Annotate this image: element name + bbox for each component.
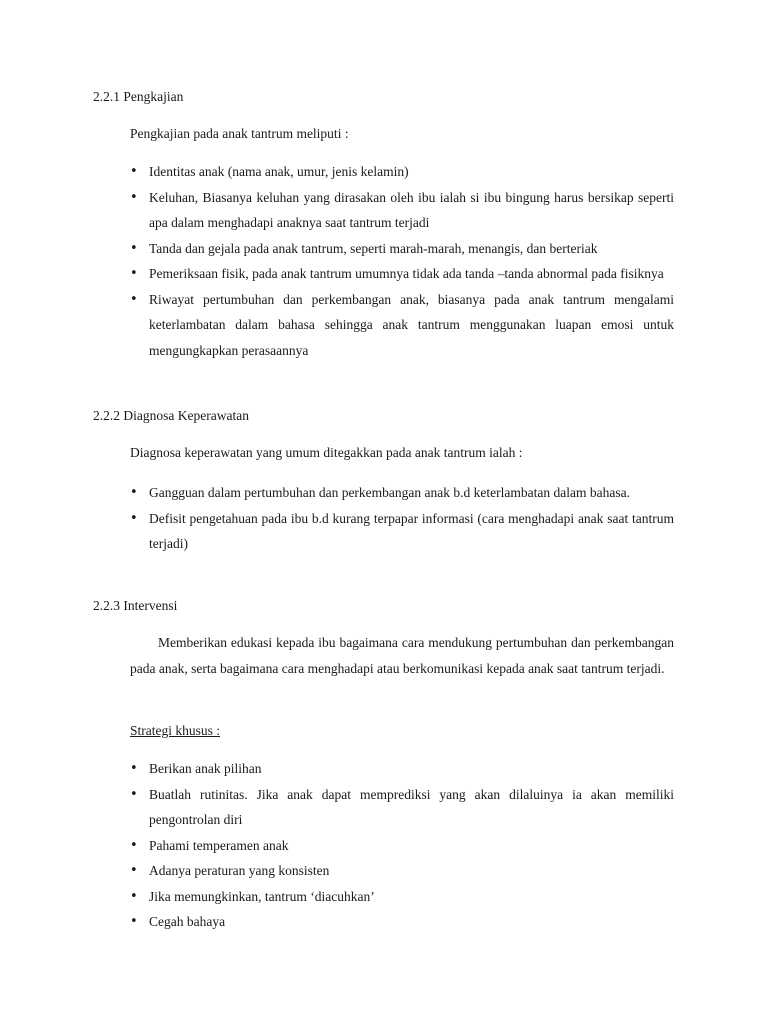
list-item: • Buatlah rutinitas. Jika anak dapat memprediksi yang akan dilaluinya ia akan memiliki pengontrolan diri (130, 782, 674, 833)
section-intro-pengkajian: Pengkajian pada anak tantrum meliputi : (130, 126, 349, 141)
bullet-list-diagnosa (130, 480, 674, 557)
strategy-label: Strategi khusus : (130, 723, 220, 738)
section-heading-pengkajian: 2.2.1 Pengkajian (93, 89, 184, 104)
list-item: • Cegah bahaya (130, 909, 674, 935)
bullet-list-strategi (130, 756, 674, 935)
intervensi-paragraph: Memberikan edukasi kepada ibu bagaimana cara mendukung pertumbuhan dan perkembangan pada anak, serta bagaimana cara menghadapi atau berkomunikasi kepada anak saat tantrum terjadi. (130, 635, 674, 676)
list-item: • Jika memungkinkan, tantrum ‘diacuhkan’ (130, 884, 674, 910)
section-heading-diagnosa: 2.2.2 Diagnosa Keperawatan (93, 408, 249, 423)
list-item: • Keluhan, Biasanya keluhan yang dirasakan oleh ibu ialah si ibu bingung harus bersikap seperti apa dalam menghadapi anaknya saat tantrum terjadi (130, 185, 674, 236)
section-heading-intervensi: 2.2.3 Intervensi (93, 598, 178, 613)
list-item: • Riwayat pertumbuhan dan perkembangan anak, biasanya pada anak tantrum mengalami keterlambatan dalam bahasa sehingga anak tantrum menggunakan luapan emosi untuk mengungkapkan perasaannya (130, 287, 674, 364)
list-item: • Defisit pengetahuan pada ibu b.d kurang terpapar informasi (cara menghadapi anak saat tantrum terjadi) (130, 506, 674, 557)
section-intro-diagnosa: Diagnosa keperawatan yang umum ditegakkan pada anak tantrum ialah : (130, 445, 523, 460)
list-item: • Gangguan dalam pertumbuhan dan perkembangan anak b.d keterlambatan dalam bahasa. (130, 480, 674, 506)
list-item: • Pemeriksaan fisik, pada anak tantrum umumnya tidak ada tanda –tanda abnormal pada fisiknya (130, 261, 674, 287)
bullet-list-pengkajian (130, 159, 674, 363)
list-item: • Identitas anak (nama anak, umur, jenis kelamin) (130, 159, 674, 185)
list-item: • Berikan anak pilihan (130, 756, 674, 782)
list-item: • Pahami temperamen anak (130, 833, 674, 859)
list-item: • Adanya peraturan yang konsisten (130, 858, 674, 884)
list-item: • Tanda dan gejala pada anak tantrum, seperti marah-marah, menangis, dan berteriak (130, 236, 674, 262)
